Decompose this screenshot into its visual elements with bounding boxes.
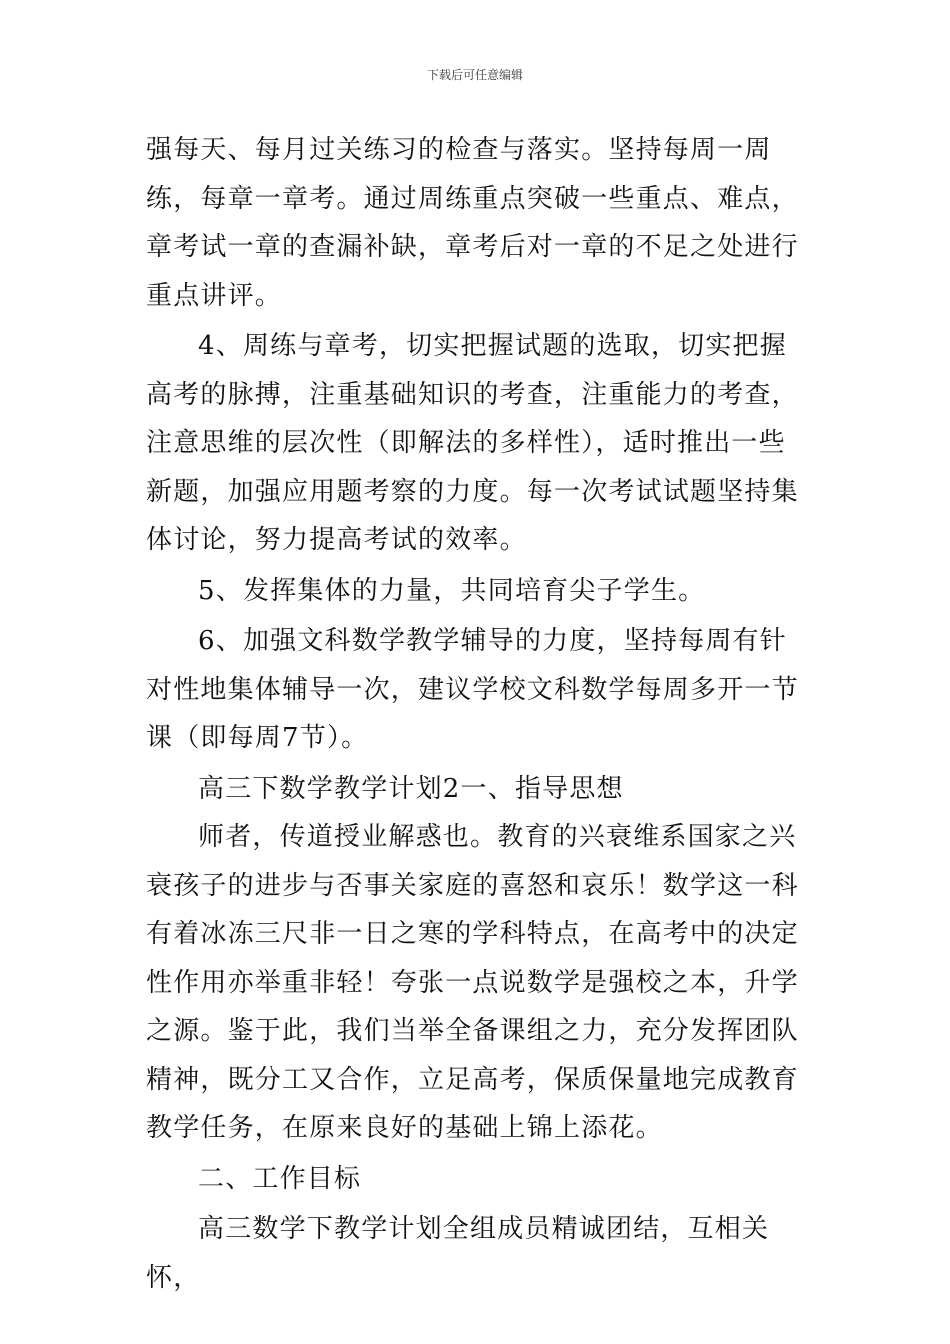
section-heading-plan-2: 高三下数学教学计划2一、指导思想 <box>198 773 624 804</box>
paragraph-item-4: 4、周练与章考，切实把握试题的选取，切实把握高考的脉搏，注重基础知识的考查，注重能力的考查，注意思维的层次性（即解法的多样性），适时推出一些新题，加强应用题考察的力度。每一次考试试题坚持集体讨论，努力提高考试的效率。 <box>146 331 799 555</box>
paragraph-work-goals: 高三数学下教学计划全组成员精诚团结，互相关怀， <box>146 1214 770 1293</box>
paragraph-item-6: 6、加强文科数学教学辅导的力度，坚持每周有针对性地集体辅导一次，建议学校文科数学每周多开一节课（即每周7节）。 <box>146 626 799 753</box>
paragraph-guiding-thought: 师者，传道授业解惑也。教育的兴衰维系国家之兴衰孩子的进步与否事关家庭的喜怒和哀乐！数学这一科有着冰冻三尺非一日之寒的学科特点，在高考中的决定性作用亦举重非轻！夸张一点说数学是强校之本，升学之源。鉴于此，我们当举全备课组之力，充分发挥团队精神，既分工又合作，立足高考，保质保量地完成教育教学任务，在原来良好的基础上锦上添花。 <box>146 822 799 1143</box>
header-note: 下载后可任意编辑 <box>426 68 523 82</box>
section-heading-work-goals: 二、工作目标 <box>198 1163 362 1194</box>
paragraph-item-5: 5、发挥集体的力量，共同培育尖子学生。 <box>198 575 706 606</box>
document-body <box>146 126 810 1302</box>
paragraph-1: 强每天、每月过关练习的检查与落实。坚持每周一周练，每章一章考。通过周练重点突破一些重点、难点，章考试一章的查漏补缺，章考后对一章的不足之处进行重点讲评。 <box>146 135 799 311</box>
